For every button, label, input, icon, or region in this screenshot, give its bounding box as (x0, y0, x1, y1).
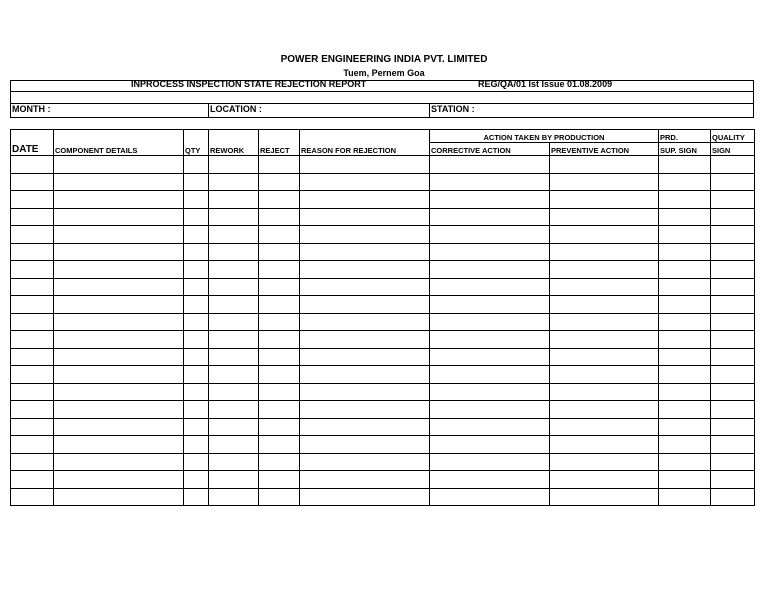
table-row (11, 418, 755, 436)
cell-preventive-action[interactable] (550, 366, 659, 384)
cell-corrective-action[interactable] (430, 208, 550, 226)
cell-rework[interactable] (209, 278, 259, 296)
cell-qty[interactable] (184, 243, 209, 261)
cell-qty[interactable] (184, 296, 209, 314)
cell-sup-sign[interactable] (659, 488, 711, 506)
cell-corrective-action[interactable] (430, 261, 550, 279)
cell-corrective-action[interactable] (430, 401, 550, 419)
cell-qty[interactable] (184, 453, 209, 471)
cell-qty[interactable] (184, 278, 209, 296)
cell-date[interactable] (11, 331, 54, 349)
cell-sign[interactable] (711, 453, 755, 471)
divider (429, 103, 430, 118)
cell-sup-sign[interactable] (659, 436, 711, 454)
cell-component-details[interactable] (54, 348, 184, 366)
cell-sign[interactable] (711, 331, 755, 349)
cell-date[interactable] (11, 436, 54, 454)
cell-qty[interactable] (184, 331, 209, 349)
cell-reject[interactable] (259, 366, 300, 384)
table-row (11, 401, 755, 419)
column-header-rework: REWORK (209, 130, 259, 156)
cell-corrective-action[interactable] (430, 348, 550, 366)
cell-reason[interactable] (300, 383, 430, 401)
cell-sup-sign[interactable] (659, 366, 711, 384)
cell-date[interactable] (11, 226, 54, 244)
cell-sup-sign[interactable] (659, 226, 711, 244)
table-row (11, 383, 755, 401)
cell-reject[interactable] (259, 418, 300, 436)
cell-reason[interactable] (300, 208, 430, 226)
company-address: Tuem, Pernem Goa (343, 68, 425, 78)
table-row (11, 488, 755, 506)
cell-preventive-action[interactable] (550, 278, 659, 296)
cell-date[interactable] (11, 278, 54, 296)
cell-sup-sign[interactable] (659, 471, 711, 489)
cell-reject[interactable] (259, 348, 300, 366)
cell-rework[interactable] (209, 348, 259, 366)
cell-component-details[interactable] (54, 156, 184, 174)
cell-date[interactable] (11, 296, 54, 314)
cell-sign[interactable] (711, 226, 755, 244)
table-row (11, 296, 755, 314)
cell-sign[interactable] (711, 348, 755, 366)
column-header-quality: QUALITY (711, 130, 755, 143)
cell-sign[interactable] (711, 401, 755, 419)
cell-date[interactable] (11, 401, 54, 419)
cell-corrective-action[interactable] (430, 383, 550, 401)
cell-rework[interactable] (209, 208, 259, 226)
cell-sign[interactable] (711, 173, 755, 191)
cell-qty[interactable] (184, 173, 209, 191)
cell-rework[interactable] (209, 296, 259, 314)
cell-qty[interactable] (184, 226, 209, 244)
cell-reason[interactable] (300, 348, 430, 366)
cell-corrective-action[interactable] (430, 243, 550, 261)
cell-rework[interactable] (209, 436, 259, 454)
column-header-sign: SIGN (711, 143, 755, 156)
cell-sign[interactable] (711, 313, 755, 331)
company-name: POWER ENGINEERING INDIA PVT. LIMITED (280, 54, 488, 65)
cell-component-details[interactable] (54, 488, 184, 506)
cell-corrective-action[interactable] (430, 313, 550, 331)
cell-component-details[interactable] (54, 278, 184, 296)
cell-date[interactable] (11, 366, 54, 384)
cell-date[interactable] (11, 348, 54, 366)
cell-reason[interactable] (300, 226, 430, 244)
cell-sup-sign[interactable] (659, 418, 711, 436)
cell-sup-sign[interactable] (659, 173, 711, 191)
cell-sign[interactable] (711, 488, 755, 506)
cell-reason[interactable] (300, 191, 430, 209)
cell-rework[interactable] (209, 453, 259, 471)
cell-corrective-action[interactable] (430, 453, 550, 471)
divider (208, 103, 209, 118)
cell-rework[interactable] (209, 261, 259, 279)
cell-sign[interactable] (711, 191, 755, 209)
cell-preventive-action[interactable] (550, 418, 659, 436)
cell-component-details[interactable] (54, 366, 184, 384)
cell-sign[interactable] (711, 296, 755, 314)
table-row (11, 366, 755, 384)
column-header-sup-sign: SUP. SIGN (659, 143, 711, 156)
cell-date[interactable] (11, 191, 54, 209)
cell-component-details[interactable] (54, 471, 184, 489)
cell-sup-sign[interactable] (659, 348, 711, 366)
cell-component-details[interactable] (54, 191, 184, 209)
cell-rework[interactable] (209, 243, 259, 261)
cell-corrective-action[interactable] (430, 296, 550, 314)
cell-rework[interactable] (209, 383, 259, 401)
cell-sign[interactable] (711, 243, 755, 261)
cell-reject[interactable] (259, 173, 300, 191)
cell-date[interactable] (11, 313, 54, 331)
table-row (11, 156, 755, 174)
month-label: MONTH : (12, 104, 51, 114)
cell-sup-sign[interactable] (659, 261, 711, 279)
cell-preventive-action[interactable] (550, 488, 659, 506)
cell-component-details[interactable] (54, 453, 184, 471)
cell-corrective-action[interactable] (430, 331, 550, 349)
table-row (11, 348, 755, 366)
cell-preventive-action[interactable] (550, 471, 659, 489)
cell-rework[interactable] (209, 366, 259, 384)
cell-component-details[interactable] (54, 296, 184, 314)
cell-sign[interactable] (711, 471, 755, 489)
table-row (11, 278, 755, 296)
cell-reject[interactable] (259, 401, 300, 419)
cell-reject[interactable] (259, 226, 300, 244)
cell-component-details[interactable] (54, 331, 184, 349)
location-label: LOCATION : (210, 104, 262, 114)
cell-qty[interactable] (184, 366, 209, 384)
cell-reject[interactable] (259, 436, 300, 454)
cell-component-details[interactable] (54, 243, 184, 261)
station-label: STATION : (431, 104, 475, 114)
cell-rework[interactable] (209, 313, 259, 331)
cell-qty[interactable] (184, 191, 209, 209)
cell-preventive-action[interactable] (550, 208, 659, 226)
table-row (11, 313, 755, 331)
cell-component-details[interactable] (54, 261, 184, 279)
cell-date[interactable] (11, 488, 54, 506)
cell-date[interactable] (11, 243, 54, 261)
cell-rework[interactable] (209, 191, 259, 209)
cell-preventive-action[interactable] (550, 383, 659, 401)
cell-sign[interactable] (711, 156, 755, 174)
cell-reject[interactable] (259, 261, 300, 279)
cell-reject[interactable] (259, 191, 300, 209)
cell-reject[interactable] (259, 488, 300, 506)
cell-date[interactable] (11, 261, 54, 279)
cell-reason[interactable] (300, 418, 430, 436)
cell-sup-sign[interactable] (659, 383, 711, 401)
table-row (11, 208, 755, 226)
rejection-table (10, 129, 755, 506)
cell-corrective-action[interactable] (430, 278, 550, 296)
divider (10, 103, 754, 104)
cell-sup-sign[interactable] (659, 156, 711, 174)
table-row (11, 173, 755, 191)
cell-preventive-action[interactable] (550, 173, 659, 191)
cell-reason[interactable] (300, 313, 430, 331)
cell-reject[interactable] (259, 471, 300, 489)
table-row (11, 243, 755, 261)
column-header-date: DATE (11, 130, 54, 156)
cell-component-details[interactable] (54, 208, 184, 226)
cell-rework[interactable] (209, 156, 259, 174)
cell-preventive-action[interactable] (550, 191, 659, 209)
cell-preventive-action[interactable] (550, 296, 659, 314)
document-reference: REG/QA/01 Ist Issue 01.08.2009 (478, 79, 613, 89)
cell-sign[interactable] (711, 261, 755, 279)
cell-reject[interactable] (259, 313, 300, 331)
cell-rework[interactable] (209, 226, 259, 244)
cell-preventive-action[interactable] (550, 401, 659, 419)
report-title-box (10, 80, 754, 118)
cell-reject[interactable] (259, 331, 300, 349)
cell-qty[interactable] (184, 488, 209, 506)
cell-reason[interactable] (300, 366, 430, 384)
cell-component-details[interactable] (54, 418, 184, 436)
cell-component-details[interactable] (54, 173, 184, 191)
cell-sup-sign[interactable] (659, 208, 711, 226)
cell-corrective-action[interactable] (430, 418, 550, 436)
cell-sign[interactable] (711, 366, 755, 384)
cell-rework[interactable] (209, 471, 259, 489)
cell-qty[interactable] (184, 261, 209, 279)
cell-preventive-action[interactable] (550, 226, 659, 244)
cell-sign[interactable] (711, 278, 755, 296)
cell-sup-sign[interactable] (659, 278, 711, 296)
cell-reject[interactable] (259, 208, 300, 226)
cell-reason[interactable] (300, 296, 430, 314)
cell-reject[interactable] (259, 453, 300, 471)
table-row (11, 261, 755, 279)
cell-sup-sign[interactable] (659, 191, 711, 209)
cell-qty[interactable] (184, 313, 209, 331)
cell-preventive-action[interactable] (550, 331, 659, 349)
cell-rework[interactable] (209, 401, 259, 419)
cell-sup-sign[interactable] (659, 453, 711, 471)
cell-preventive-action[interactable] (550, 436, 659, 454)
cell-reject[interactable] (259, 296, 300, 314)
cell-date[interactable] (11, 208, 54, 226)
cell-rework[interactable] (209, 418, 259, 436)
cell-component-details[interactable] (54, 383, 184, 401)
column-header-corrective-action: CORRECTIVE ACTION (430, 143, 550, 156)
cell-rework[interactable] (209, 173, 259, 191)
cell-reason[interactable] (300, 261, 430, 279)
cell-corrective-action[interactable] (430, 173, 550, 191)
cell-qty[interactable] (184, 208, 209, 226)
cell-sign[interactable] (711, 418, 755, 436)
column-header-preventive-action: PREVENTIVE ACTION (550, 143, 659, 156)
cell-sup-sign[interactable] (659, 296, 711, 314)
table-row (11, 453, 755, 471)
divider (10, 91, 754, 92)
cell-date[interactable] (11, 418, 54, 436)
cell-date[interactable] (11, 471, 54, 489)
cell-qty[interactable] (184, 401, 209, 419)
cell-component-details[interactable] (54, 313, 184, 331)
cell-corrective-action[interactable] (430, 436, 550, 454)
cell-preventive-action[interactable] (550, 156, 659, 174)
column-header-component-details: COMPONENT DETAILS (54, 130, 184, 156)
cell-corrective-action[interactable] (430, 191, 550, 209)
table-row (11, 471, 755, 489)
column-header-reason: REASON FOR REJECTION (300, 130, 430, 156)
table-row (11, 191, 755, 209)
cell-qty[interactable] (184, 418, 209, 436)
cell-sign[interactable] (711, 383, 755, 401)
cell-reject[interactable] (259, 278, 300, 296)
cell-rework[interactable] (209, 331, 259, 349)
cell-component-details[interactable] (54, 401, 184, 419)
cell-preventive-action[interactable] (550, 261, 659, 279)
cell-reason[interactable] (300, 243, 430, 261)
cell-reason[interactable] (300, 401, 430, 419)
cell-corrective-action[interactable] (430, 226, 550, 244)
table-row (11, 436, 755, 454)
group-header-action-taken: ACTION TAKEN BY PRODUCTION (430, 130, 659, 143)
cell-reject[interactable] (259, 156, 300, 174)
cell-date[interactable] (11, 383, 54, 401)
cell-date[interactable] (11, 156, 54, 174)
cell-reason[interactable] (300, 331, 430, 349)
cell-reason[interactable] (300, 488, 430, 506)
cell-reason[interactable] (300, 278, 430, 296)
cell-qty[interactable] (184, 471, 209, 489)
cell-qty[interactable] (184, 348, 209, 366)
cell-sup-sign[interactable] (659, 243, 711, 261)
cell-corrective-action[interactable] (430, 488, 550, 506)
cell-sign[interactable] (711, 436, 755, 454)
cell-preventive-action[interactable] (550, 348, 659, 366)
table-row (11, 226, 755, 244)
cell-reason[interactable] (300, 156, 430, 174)
cell-rework[interactable] (209, 488, 259, 506)
cell-component-details[interactable] (54, 226, 184, 244)
report-title: INPROCESS INSPECTION STATE REJECTION REPORT (131, 79, 367, 89)
cell-date[interactable] (11, 453, 54, 471)
cell-reason[interactable] (300, 453, 430, 471)
cell-sign[interactable] (711, 208, 755, 226)
cell-preventive-action[interactable] (550, 453, 659, 471)
cell-date[interactable] (11, 173, 54, 191)
cell-qty[interactable] (184, 156, 209, 174)
cell-corrective-action[interactable] (430, 471, 550, 489)
cell-preventive-action[interactable] (550, 313, 659, 331)
cell-reject[interactable] (259, 383, 300, 401)
column-header-reject: REJECT (259, 130, 300, 156)
cell-component-details[interactable] (54, 436, 184, 454)
column-header-qty: QTY (184, 130, 209, 156)
cell-sup-sign[interactable] (659, 401, 711, 419)
cell-reason[interactable] (300, 173, 430, 191)
cell-reject[interactable] (259, 243, 300, 261)
cell-sup-sign[interactable] (659, 331, 711, 349)
cell-reason[interactable] (300, 471, 430, 489)
cell-sup-sign[interactable] (659, 313, 711, 331)
cell-corrective-action[interactable] (430, 366, 550, 384)
cell-corrective-action[interactable] (430, 156, 550, 174)
cell-qty[interactable] (184, 436, 209, 454)
table-row (11, 331, 755, 349)
column-header-prd: PRD. (659, 130, 711, 143)
cell-preventive-action[interactable] (550, 243, 659, 261)
cell-reason[interactable] (300, 436, 430, 454)
cell-qty[interactable] (184, 383, 209, 401)
